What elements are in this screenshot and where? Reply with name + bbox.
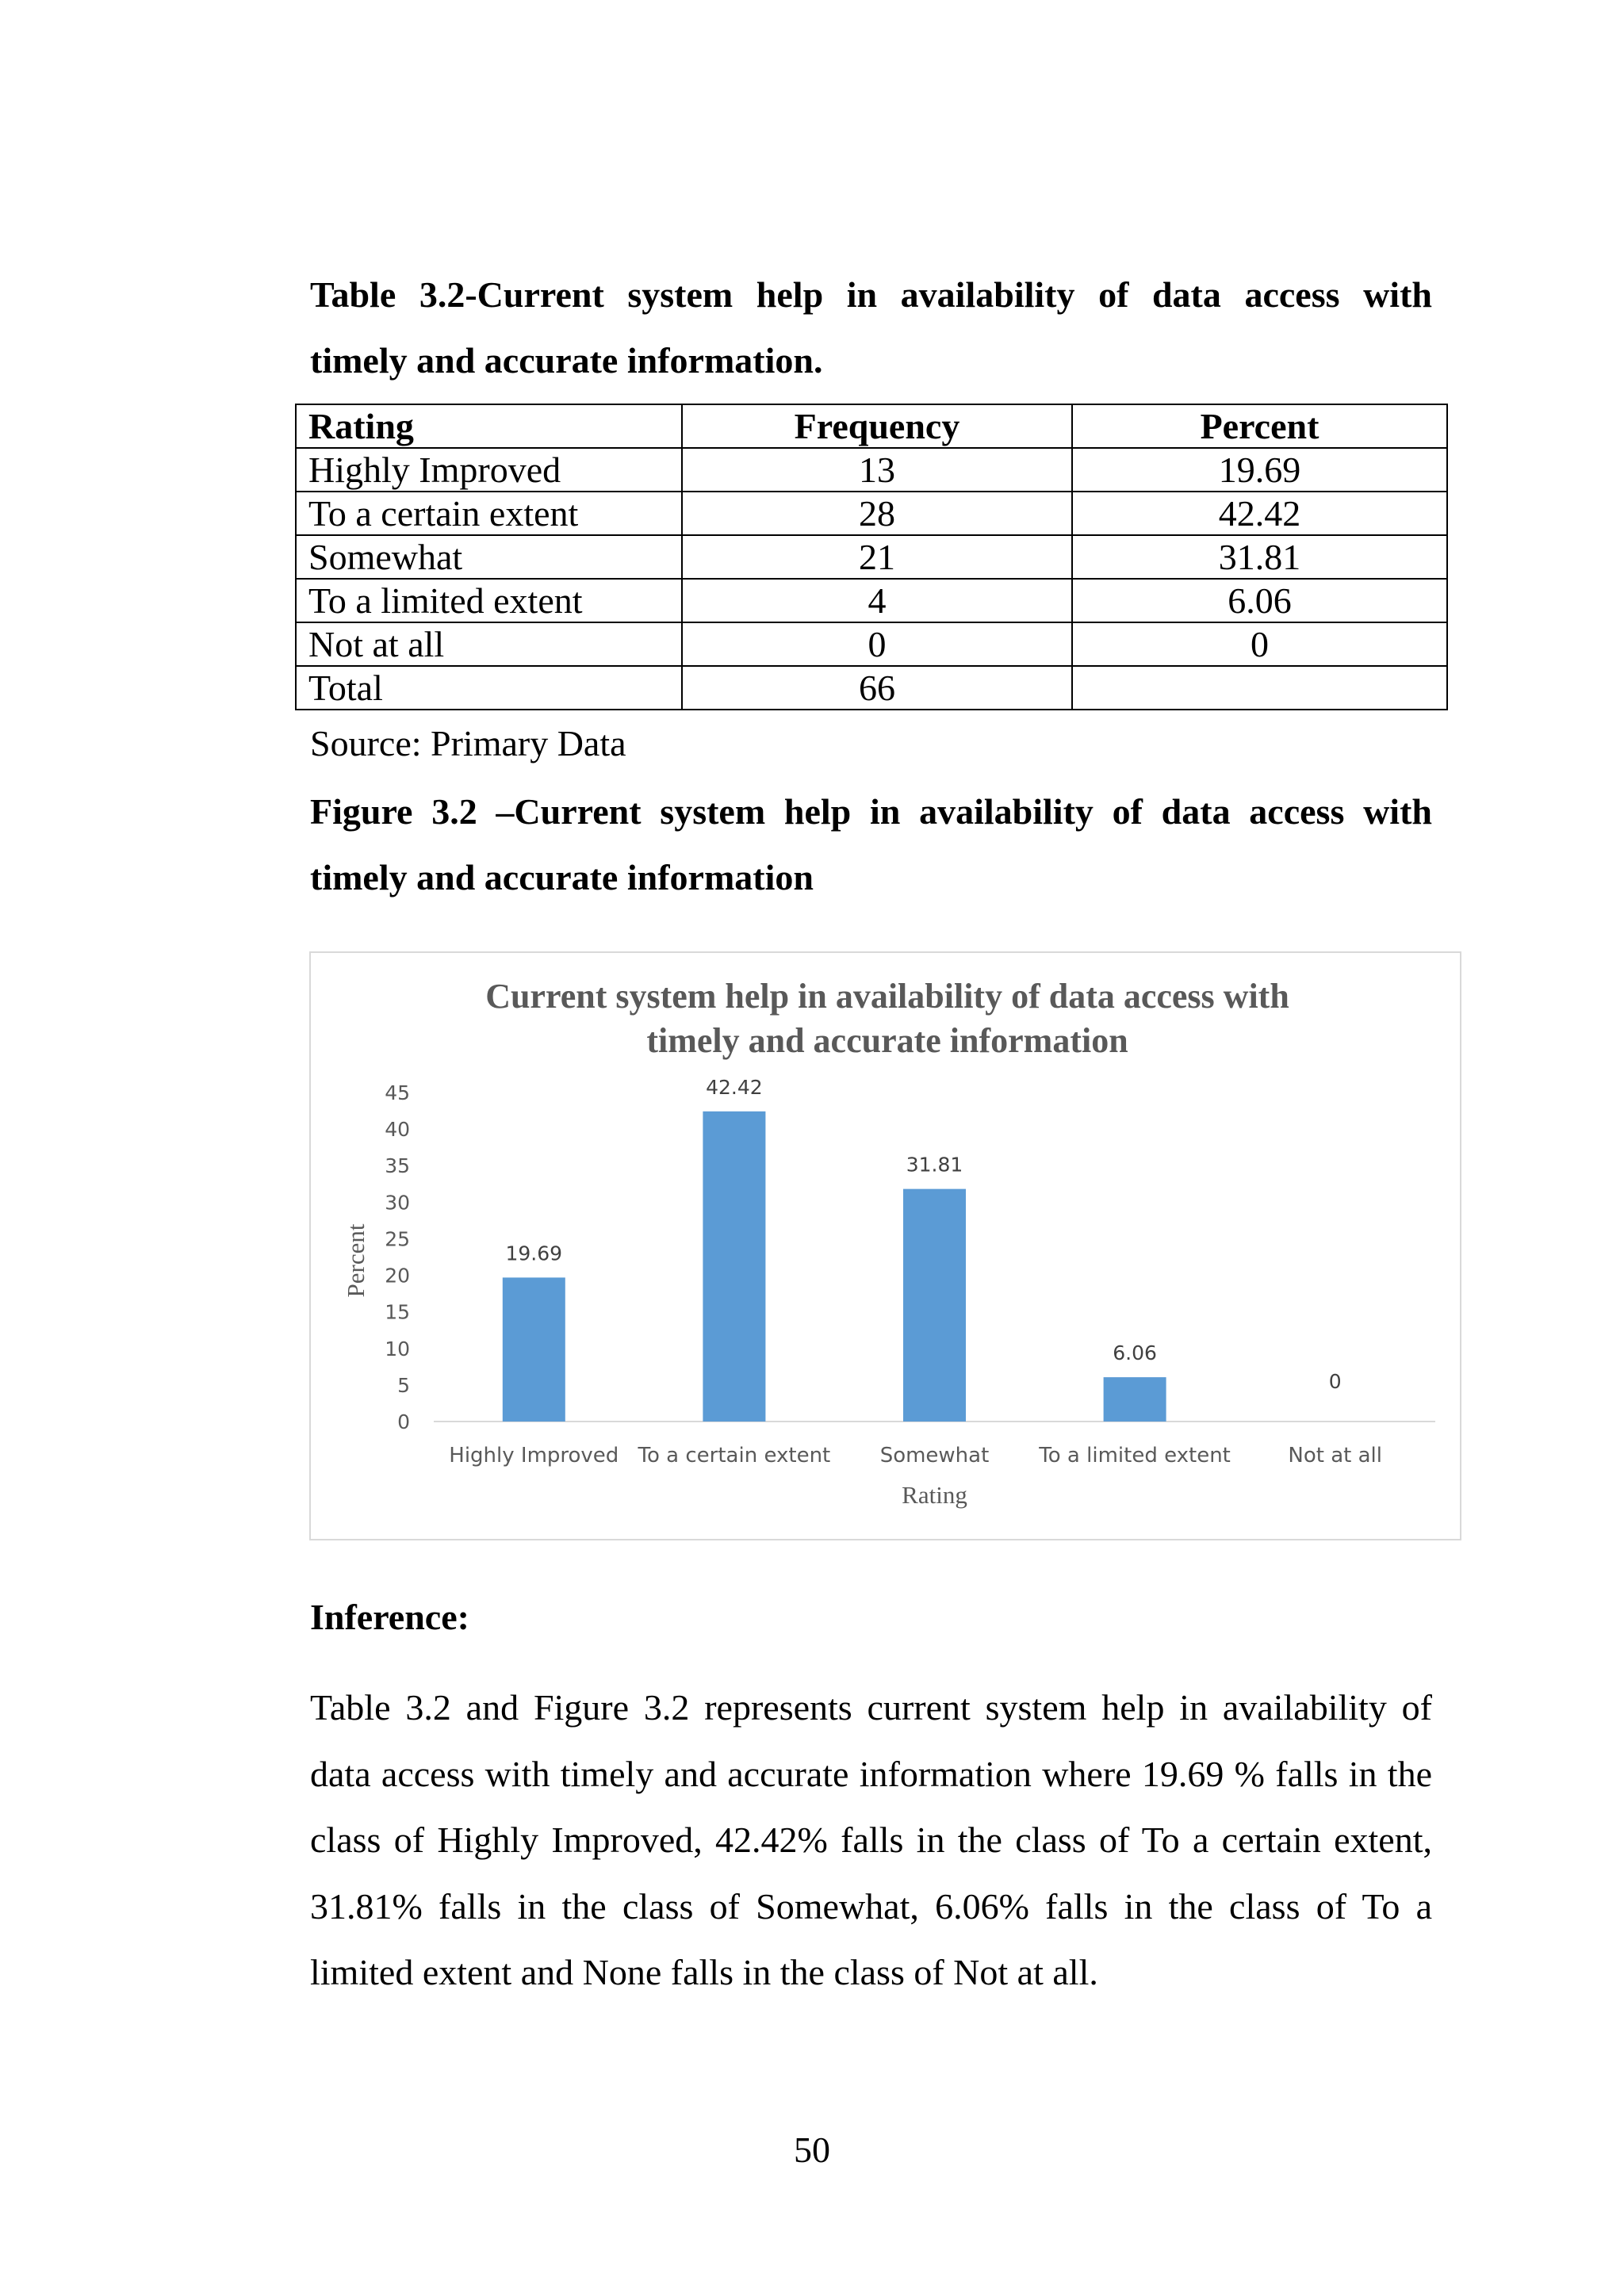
cell-frequency: 0 [682,622,1072,666]
header-percent: Percent [1072,404,1447,448]
y-tick-label: 40 [385,1118,410,1142]
bar [903,1189,966,1422]
cell-percent: 42.42 [1072,492,1447,535]
rating-frequency-table [295,404,1448,710]
y-tick-label: 45 [385,1081,410,1104]
y-axis-label: Percent [342,1223,370,1298]
table-row [296,579,1447,622]
y-tick-label: 5 [397,1373,410,1397]
data-label: 31.81 [906,1153,963,1177]
cell-rating: To a certain extent [296,492,682,535]
cell-frequency: 66 [682,666,1072,710]
y-tick-label: 15 [385,1300,410,1324]
page-number: 50 [794,2130,830,2170]
y-tick-label: 10 [385,1337,410,1360]
table-caption-line1: Table 3.2-Current system help in availability of data access with [310,274,1432,315]
table-header-row [296,404,1447,448]
bar-chart [311,953,1463,1542]
x-axis-label: Rating [902,1481,967,1509]
y-tick-label: 25 [385,1227,410,1251]
data-label: 6.06 [1113,1341,1157,1365]
chart-container [309,951,1461,1540]
x-tick-label: Not at all [1288,1444,1382,1468]
y-tick-label: 30 [385,1191,410,1215]
table-row-total [296,666,1447,710]
cell-frequency: 21 [682,535,1072,579]
cell-percent: 31.81 [1072,535,1447,579]
y-tick-label: 20 [385,1264,410,1288]
bar [503,1277,565,1422]
cell-frequency: 4 [682,579,1072,622]
cell-percent: 6.06 [1072,579,1447,622]
table-row [296,622,1447,666]
x-tick-label: To a certain extent [638,1444,831,1468]
chart-title-line: timely and accurate information [646,1021,1128,1060]
x-tick-label: Somewhat [879,1444,990,1468]
cell-rating: Somewhat [296,535,682,579]
bar [703,1112,765,1422]
figure-caption-line1: Figure 3.2 –Current system help in availability of data access with [310,791,1432,832]
table-row [296,535,1447,579]
x-tick-label: To a limited extent [1039,1444,1231,1468]
table-row [296,448,1447,492]
cell-rating: Total [296,666,682,710]
table-caption-line2: timely and accurate information. [310,340,823,381]
inference-paragraph: Table 3.2 and Figure 3.2 represents current system help in availability of data access with timely and accurate information where 19.69 % falls in the class of Highly Improved, 42.42% falls in the class of To a certain extent, 31.81% falls in the class of Somewhat, 6.06% falls in the class of To a limited extent and None falls in the class of Not at all. [310,1687,1432,1992]
inference-heading: Inference: [310,1597,469,1637]
data-label: 0 [1328,1370,1342,1393]
table-source-note: Source: Primary Data [310,723,626,763]
header-frequency: Frequency [682,404,1072,448]
data-label: 19.69 [505,1242,563,1265]
cell-percent: 0 [1072,622,1447,666]
cell-frequency: 13 [682,448,1072,492]
x-tick-label: Highly Improved [449,1444,619,1468]
table-row [296,492,1447,535]
data-label: 42.42 [706,1075,763,1099]
cell-percent [1072,666,1447,710]
y-tick-label: 0 [397,1410,410,1433]
cell-rating: Highly Improved [296,448,682,492]
cell-rating: To a limited extent [296,579,682,622]
header-rating: Rating [296,404,682,448]
y-tick-label: 35 [385,1154,410,1178]
chart-title-line: Current system help in availability of data access with [485,977,1289,1016]
cell-rating: Not at all [296,622,682,666]
bar [1104,1377,1166,1422]
cell-frequency: 28 [682,492,1072,535]
figure-caption-line2: timely and accurate information [310,857,814,897]
cell-percent: 19.69 [1072,448,1447,492]
